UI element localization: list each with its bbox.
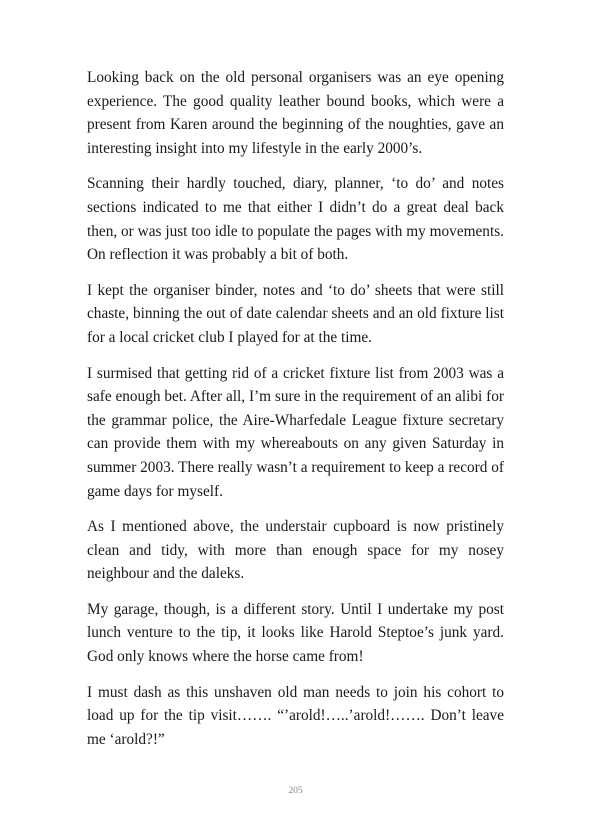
paragraph-1: Looking back on the old personal organisers was an eye opening experience. The good quality leather bound books, which were a present from Karen around the beginning of the noughties, gave an interesting insight into my lifestyle in the early 2000’s. (87, 69, 504, 157)
paragraph-2: Scanning their hardly touched, diary, planner, ‘to do’ and notes sections indicated to me that either I didn’t do a great deal back then, or was just too idle to populate the pages with my movements. On reflection it was probably a bit of both. (87, 175, 504, 264)
paragraph-3: I kept the organiser binder, notes and ‘to do’ sheets that were still chaste, binning the out of date calendar sheets and an old fixture list for a local cricket club I played for at the time. (87, 281, 504, 346)
paragraph-6: My garage, though, is a different story. Until I undertake my post lunch venture to the tip, it looks like Harold Steptoe’s junk yard. God only knows where the horse came from! (87, 600, 504, 666)
paragraph-7: I must dash as this unshaven old man needs to join his cohort to load up for the tip visit……. “’arold!…..’arold!……. Don’t leave me ‘arold?!” (87, 683, 504, 748)
body-text (87, 66, 504, 763)
paragraph-4: I surmised that getting rid of a cricket fixture list from 2003 was a safe enough bet. After all, I’m sure in the requirement of an alibi for the grammar police, the Aire-Wharfedale League fixture secretary can provide them with my whereabouts on any given Saturday in summer 2003. There really wasn’t a requirement to keep a record of game days for myself. (87, 364, 504, 500)
page-number: 205 (288, 786, 303, 796)
paragraph-5: As I mentioned above, the understair cupboard is now pristinely clean and tidy, with more than enough space for my nosey neighbour and the daleks. (87, 518, 504, 583)
